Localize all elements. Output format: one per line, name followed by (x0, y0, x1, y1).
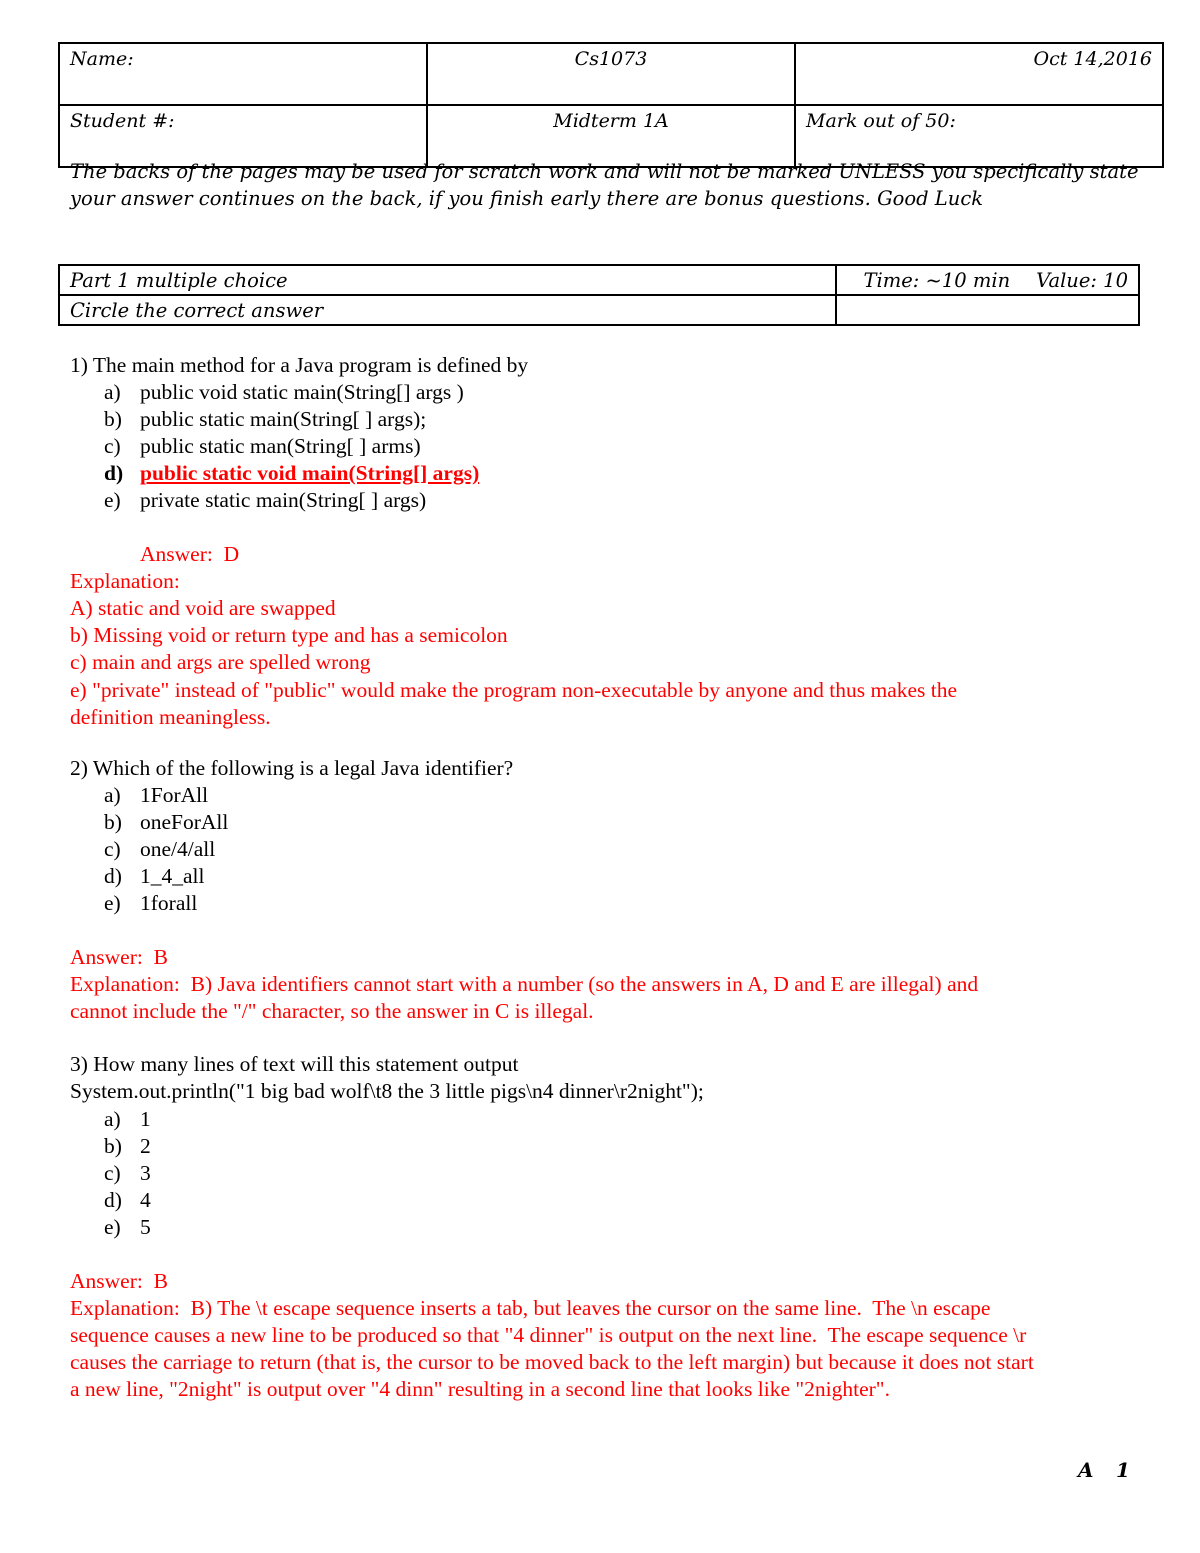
q1-question: 1) The main method for a Java program is defined by (70, 353, 529, 377)
q3-question: 3) How many lines of text will this statement output (70, 1052, 519, 1076)
q2-option-a: 1ForAll (140, 783, 209, 807)
q1-explanation-line: definition meaningless. (70, 705, 271, 729)
q2-option-b-letter: b) (104, 810, 122, 834)
part-title: Part 1 multiple choice (70, 268, 288, 292)
q1-option-b-letter: b) (104, 407, 122, 431)
q2-option-d: 1_4_all (140, 864, 205, 888)
part-subtitle-cell (59, 295, 836, 325)
student-label: Student #: (70, 110, 175, 132)
q3-option-c-letter: c) (104, 1161, 121, 1185)
course-code: Cs1073 (574, 48, 648, 70)
q3-explanation-line: causes the carriage to return (that is, the cursor to be moved back to the left margin) but because it does not start (70, 1350, 1034, 1374)
q1-explanation-title: Explanation: (70, 569, 180, 593)
part-meta-cell (836, 265, 1139, 295)
q1-option-c: public static man(String[ ] arms) (140, 434, 421, 458)
q3-option-d-letter: d) (104, 1188, 122, 1212)
q3-explanation-line: sequence causes a new line to be produced so that "4 dinner" is output on the next line. The escape sequence \r (70, 1323, 1027, 1347)
q3-option-a-letter: a) (104, 1107, 121, 1131)
exam-date: Oct 14,2016 (1033, 48, 1152, 70)
name-label: Name: (70, 48, 134, 70)
q1-option-c-letter: c) (104, 434, 121, 458)
q3-explanation-line: a new line, "2night" is output over "4 dinn" resulting in a second line that looks like "2nighter". (70, 1377, 890, 1401)
q1-option-d-letter: d) (104, 461, 124, 485)
q2-explanation-line: Explanation: B) Java identifiers cannot start with a number (so the answers in A, D and E are illegal) and (70, 972, 979, 996)
q2-question: 2) Which of the following is a legal Java identifier? (70, 756, 514, 780)
q2-option-c-letter: c) (104, 837, 121, 861)
q3-explanation-line: Explanation: B) The \t escape sequence inserts a tab, but leaves the cursor on the same line. The \n escape (70, 1296, 991, 1320)
date-cell (795, 43, 1163, 105)
q3-option-d: 4 (140, 1188, 151, 1212)
part-table (58, 264, 1140, 326)
course-cell (427, 43, 795, 105)
q2-answer: Answer: B (70, 945, 168, 969)
part-value: Value: 10 (1036, 268, 1128, 292)
q2-option-e: 1forall (140, 891, 198, 915)
q1-explanation-line: e) "private" instead of "public" would make the program non-executable by anyone and thus makes the (70, 678, 958, 702)
q3-option-b-letter: b) (104, 1134, 122, 1158)
q2-option-b: oneForAll (140, 810, 229, 834)
part-empty-cell (836, 295, 1139, 325)
q1-option-a-letter: a) (104, 380, 121, 404)
footer-version: A (1078, 1458, 1094, 1482)
instructions: The backs of the pages may be used for scratch work and will not be marked UNLESS you specifically state your answer continues on the back, if you finish early there are bonus questions. Good Luck (70, 160, 1139, 210)
q3-code: System.out.println("1 big bad wolf\t8 the 3 little pigs\n4 dinner\r2night"); (70, 1079, 704, 1103)
part-title-cell (59, 265, 836, 295)
q1-explanation-line: b) Missing void or return type and has a semicolon (70, 623, 508, 647)
q3-option-a: 1 (140, 1107, 151, 1131)
q3-option-b: 2 (140, 1134, 151, 1158)
q1-option-b: public static main(String[ ] args); (140, 407, 427, 431)
mark-label: Mark out of 50: (806, 110, 956, 132)
q1-option-d-correct: public static void main(String[] args) (140, 461, 480, 485)
q1-option-a: public void static main(String[] args ) (140, 380, 464, 404)
part-subtitle: Circle the correct answer (70, 298, 324, 322)
q1-option-e: private static main(String[ ] args) (140, 488, 427, 512)
q3-option-c: 3 (140, 1161, 151, 1185)
q2-option-c: one/4/all (140, 837, 216, 861)
exam-title: Midterm 1A (553, 110, 669, 132)
q1-explanation-line: c) main and args are spelled wrong (70, 650, 371, 674)
q1-answer: Answer: D (140, 542, 240, 566)
q3-option-e: 5 (140, 1215, 151, 1239)
q2-option-e-letter: e) (104, 891, 121, 915)
footer-page-number: 1 (1116, 1458, 1130, 1482)
q2-option-a-letter: a) (104, 783, 121, 807)
q2-explanation-line: cannot include the "/" character, so the answer in C is illegal. (70, 999, 594, 1023)
header-table (58, 42, 1164, 168)
q3-option-e-letter: e) (104, 1215, 121, 1239)
part-time: Time: ~10 min (863, 268, 1011, 292)
q2-option-d-letter: d) (104, 864, 122, 888)
name-cell (59, 43, 427, 105)
q3-answer: Answer: B (70, 1269, 168, 1293)
q1-option-e-letter: e) (104, 488, 121, 512)
q1-explanation-line: A) static and void are swapped (70, 596, 336, 620)
